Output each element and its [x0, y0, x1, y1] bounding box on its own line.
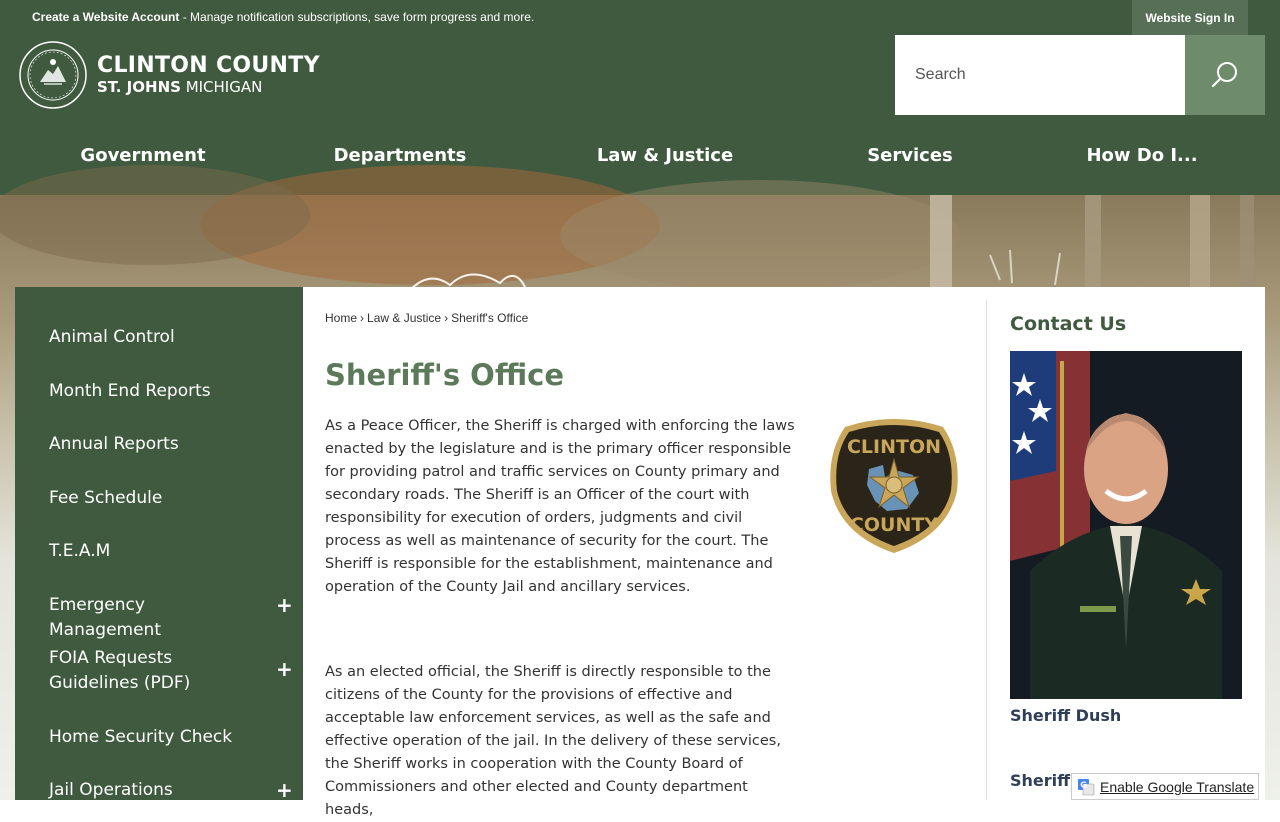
svg-text:G: G [1080, 780, 1087, 789]
google-translate-icon [1078, 779, 1094, 795]
breadcrumb [325, 311, 528, 325]
sidebar-item-label: FOIA Requests Guidelines (PDF) [49, 648, 191, 693]
create-account-notice[interactable] [32, 10, 534, 24]
nav-how-do-i[interactable]: How Do I... [1086, 144, 1198, 166]
main-content [303, 287, 1265, 818]
google-translate-button[interactable] [1071, 773, 1259, 800]
nav-services[interactable]: Services [867, 144, 953, 166]
sidebar-item-label: Month End Reports [49, 381, 211, 401]
search-icon [1210, 60, 1240, 90]
sidebar-item-label: T.E.A.M [49, 541, 111, 561]
website-sign-in-button[interactable]: Website Sign In [1132, 0, 1248, 35]
search-field-container [895, 35, 1185, 115]
top-bar [0, 0, 1280, 35]
breadcrumb-home[interactable]: Home [325, 311, 358, 325]
sheriff-name[interactable]: Sheriff Dush [1010, 706, 1122, 725]
breadcrumb-law-justice[interactable]: Law & Justice [367, 311, 442, 325]
nav-government[interactable]: Government [80, 144, 206, 166]
breadcrumb-separator: › [444, 311, 449, 325]
breadcrumb-current: Sheriff's Office [451, 311, 529, 325]
search-button[interactable] [1185, 35, 1265, 115]
page-title: Sheriff's Office [325, 358, 565, 392]
sheriff-badge-image [823, 413, 965, 555]
sidebar-item-label: Fee Schedule [49, 488, 163, 508]
brand-county-name: CLINTON COUNTY [97, 53, 320, 78]
create-account-description: - Manage notification subscriptions, save form progress and more. [179, 10, 535, 24]
badge-text-bottom: COUNTY [849, 514, 939, 536]
google-translate-label: Enable Google Translate [1100, 778, 1255, 795]
expand-icon[interactable]: + [276, 778, 293, 802]
sidebar-item-label: Animal Control [49, 327, 175, 347]
expand-icon[interactable]: + [276, 593, 293, 617]
contact-us-heading: Contact Us [1010, 313, 1127, 335]
site-brand[interactable] [97, 54, 320, 96]
search-input[interactable] [895, 35, 1185, 115]
brand-location: ST. JOHNS MICHIGAN [97, 78, 263, 96]
sidebar-item-label: Emergency Management [49, 595, 161, 640]
create-account-link[interactable]: Create a Website Account [32, 10, 180, 24]
sheriff-subheading: Sheriff [1010, 771, 1071, 790]
nav-law-justice[interactable]: Law & Justice [596, 144, 734, 166]
sidebar-item-label: Annual Reports [49, 434, 179, 454]
sheriff-portrait-photo [1010, 351, 1242, 699]
sidebar-navigation [15, 287, 303, 800]
nav-departments[interactable]: Departments [333, 144, 467, 166]
sidebar-item-label: Jail Operations [49, 780, 173, 800]
intro-paragraph: As a Peace Officer, the Sheriff is charged with enforcing the laws enacted by the legislature and is the primary officer responsible for providing patrol and traffic services on County primary and secondary roads. The Sheriff is an Officer of the court with responsibility for execution of orders, judgments and civil process as well as maintenance of security for the court. The Sheriff is responsible for the establishment, maintenance and operation of the County Jail and ancillary services. [325, 418, 795, 595]
column-divider [986, 300, 987, 800]
expand-icon[interactable]: + [276, 657, 293, 681]
county-seal-logo[interactable] [18, 40, 88, 110]
breadcrumb-separator: › [360, 311, 365, 325]
badge-text-top: CLINTON [846, 436, 942, 458]
second-paragraph: As an elected official, the Sheriff is directly responsible to the citizens of the County for the provisions of effective and acceptable law enforcement services, as well as the safe and effective operation of the jail. In the delivery of these services, the Sheriff works in cooperation with the County Board of Commissioners and other elected and County department heads, [325, 664, 781, 818]
sidebar-item-label: Home Security Check [49, 727, 233, 747]
